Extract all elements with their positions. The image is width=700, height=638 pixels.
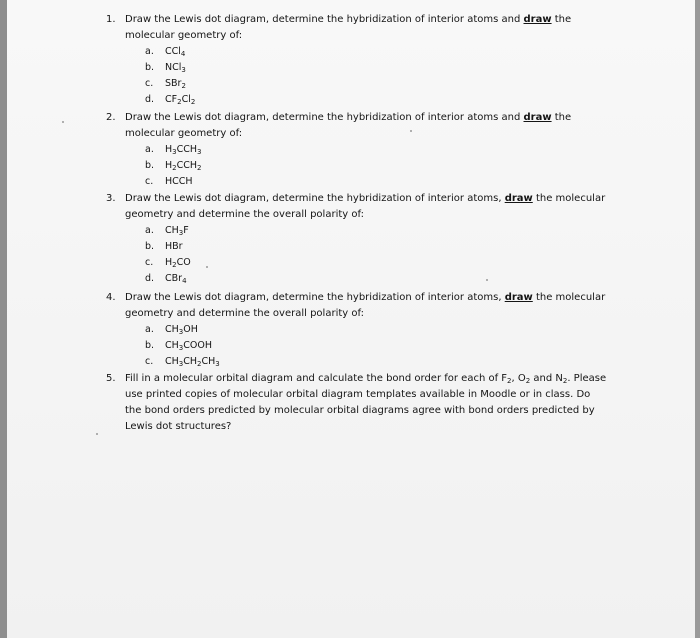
chemical-formula: $CF_2Cl_2$: [165, 94, 196, 106]
sub-item-label: b.: [145, 62, 155, 73]
sub-item-label: b.: [145, 241, 155, 252]
underlined-word: draw: [504, 193, 533, 204]
chemical-formula: CCl$_4$: [165, 46, 186, 58]
question-line: use printed copies of molecular orbital diagram templates available in Moodle or in class. Do: [125, 389, 591, 400]
page-speck: [486, 279, 488, 281]
left-shadow-edge: [0, 0, 7, 638]
question-line: Lewis dot structures?: [125, 421, 232, 432]
sub-item-label: d.: [145, 273, 155, 284]
question-line: the bond orders predicted by molecular orbital diagrams agree with bond orders predicted by: [125, 405, 595, 416]
sub-item: [145, 223, 191, 239]
chemical-formula: $CH_3F$: [165, 225, 189, 237]
sub-item: [145, 338, 220, 354]
sub-item: [145, 271, 191, 287]
chemical-formula: SBr$_2$: [165, 78, 186, 90]
question-text: [125, 12, 571, 44]
sub-item: [145, 44, 195, 60]
sub-item: [145, 92, 195, 108]
question-line: molecular geometry of:: [125, 128, 243, 139]
sub-item: [145, 239, 191, 255]
right-shadow-edge: [695, 0, 700, 638]
chemical-formula: $CH_3COOH$: [165, 340, 212, 352]
question-text: [125, 191, 605, 223]
chemical-formula: $H_2CO$: [165, 257, 191, 269]
question-text: [125, 371, 606, 435]
question-number: 2.: [106, 112, 116, 123]
sub-item-list: [145, 142, 202, 190]
sub-item-label: a.: [145, 144, 154, 155]
chemical-formula: $H_3CCH_3$: [165, 144, 202, 156]
underlined-word: draw: [504, 292, 533, 303]
question-line: Draw the Lewis dot diagram, determine the hybridization of interior atoms, draw the molecular: [125, 193, 606, 204]
page-speck: [62, 121, 64, 123]
question-line: geometry and determine the overall polarity of:: [125, 209, 365, 220]
sub-item-label: c.: [145, 356, 154, 367]
sub-item: [145, 174, 202, 190]
question-line: Draw the Lewis dot diagram, determine the hybridization of interior atoms and draw the: [125, 14, 572, 25]
sub-item-label: a.: [145, 46, 154, 57]
sub-item: [145, 158, 202, 174]
sub-item-list: [145, 223, 191, 287]
sub-item-label: b.: [145, 340, 155, 351]
question-line: Draw the Lewis dot diagram, determine the hybridization of interior atoms and draw the: [125, 112, 572, 123]
chemical-formula: $CH_3OH$: [165, 324, 198, 336]
sub-item-label: a.: [145, 225, 154, 236]
sub-item: [145, 60, 195, 76]
sub-item-label: a.: [145, 324, 154, 335]
page-speck: [206, 266, 208, 268]
sub-item: [145, 255, 191, 271]
chemical-formula: HBr: [165, 241, 183, 252]
underlined-word: draw: [523, 14, 552, 25]
sub-item: [145, 354, 220, 370]
question-text: [125, 110, 571, 142]
sub-item-label: c.: [145, 257, 154, 268]
chemical-formula: CBr$_4$: [165, 273, 187, 285]
sub-item-label: d.: [145, 94, 155, 105]
page-speck: [410, 130, 412, 132]
question-line: molecular geometry of:: [125, 30, 243, 41]
sub-item: [145, 76, 195, 92]
question-text: [125, 290, 605, 322]
chemical-formula: $H_2CCH_2$: [165, 160, 202, 172]
sub-item-list: [145, 44, 195, 108]
question-line: Draw the Lewis dot diagram, determine the hybridization of interior atoms, draw the molecular: [125, 292, 606, 303]
question-number: 3.: [106, 193, 116, 204]
page-speck: [96, 433, 98, 435]
chemical-formula: NCl$_3$: [165, 62, 186, 74]
sub-item: [145, 322, 220, 338]
sub-item-list: [145, 322, 220, 370]
chemical-formula: $CH_3CH_2CH_3$: [165, 356, 220, 368]
question-number: 4.: [106, 292, 116, 303]
question-number: 5.: [106, 373, 116, 384]
question-line: geometry and determine the overall polarity of:: [125, 308, 365, 319]
sub-item: [145, 142, 202, 158]
underlined-word: draw: [523, 112, 552, 123]
sub-item-label: c.: [145, 176, 154, 187]
question-number: 1.: [106, 14, 116, 25]
question-line: Fill in a molecular orbital diagram and calculate the bond order for each of $F_2$, $O_2$ and $N_2$. Please: [125, 373, 607, 385]
chemical-formula: HCCH: [165, 176, 193, 187]
sub-item-label: c.: [145, 78, 154, 89]
sub-item-label: b.: [145, 160, 155, 171]
